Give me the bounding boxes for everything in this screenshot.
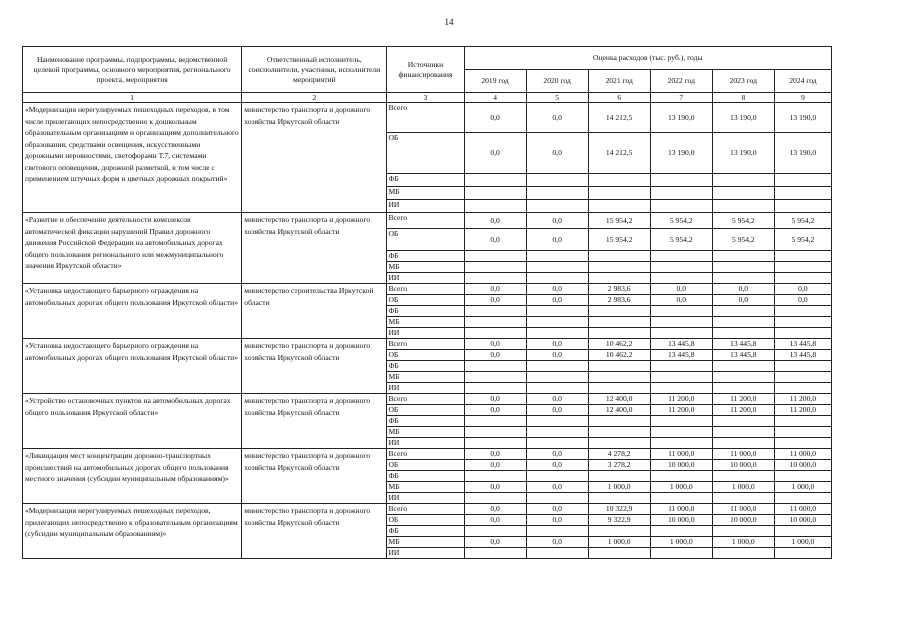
funding-source: ИИ xyxy=(387,493,464,504)
funding-source: ИИ xyxy=(387,438,464,449)
funding-source: ФБ xyxy=(387,251,464,262)
amount-cell: 13 190,0 xyxy=(712,133,774,174)
amount-cell xyxy=(774,361,831,372)
amount-cell xyxy=(464,361,526,372)
amount-cell: 0,0 xyxy=(526,537,588,548)
funding-source: ОБ xyxy=(387,133,464,174)
amount-cell: 11 200,0 xyxy=(774,405,831,416)
amount-cell xyxy=(712,328,774,339)
amount-cell: 0,0 xyxy=(526,229,588,251)
funding-source: ОБ xyxy=(387,460,464,471)
table-row xyxy=(23,339,832,350)
amount-cell: 1 000,0 xyxy=(588,482,650,493)
header-source: Источники финансирования xyxy=(387,47,464,93)
amount-cell: 1 000,0 xyxy=(588,537,650,548)
amount-cell: 0,0 xyxy=(526,515,588,526)
amount-cell xyxy=(712,200,774,213)
funding-source: МБ xyxy=(387,262,464,273)
amount-cell: 0,0 xyxy=(464,103,526,133)
amount-cell: 0,0 xyxy=(464,504,526,515)
amount-cell xyxy=(712,493,774,504)
amount-cell xyxy=(464,438,526,449)
amount-cell xyxy=(774,187,831,200)
funding-source: Всего xyxy=(387,213,464,229)
funding-source: МБ xyxy=(387,187,464,200)
amount-cell xyxy=(650,328,712,339)
table-row xyxy=(23,504,832,515)
amount-cell: 9 322,9 xyxy=(588,515,650,526)
amount-cell xyxy=(712,273,774,284)
amount-cell xyxy=(712,262,774,273)
amount-cell xyxy=(712,187,774,200)
amount-cell: 0,0 xyxy=(464,449,526,460)
amount-cell: 13 190,0 xyxy=(650,103,712,133)
amount-cell: 0,0 xyxy=(526,103,588,133)
amount-cell: 11 000,0 xyxy=(712,449,774,460)
amount-cell xyxy=(464,526,526,537)
amount-cell: 15 954,2 xyxy=(588,229,650,251)
funding-source: МБ xyxy=(387,482,464,493)
measure-executor: министерство транспорта и дорожного хозяйства Иркутской области xyxy=(242,394,387,449)
amount-cell xyxy=(526,493,588,504)
amount-cell xyxy=(712,526,774,537)
amount-cell xyxy=(650,416,712,427)
header-year: 2023 год xyxy=(712,70,774,93)
header-name: Наименование программы, подпрограммы, ведомственной целевой программы, основного мероприятия, регионального проекта, мероприятия xyxy=(23,47,242,93)
table-body xyxy=(23,103,832,559)
header-executor: Ответственный исполнитель, соисполнители, участники, исполнители мероприятий xyxy=(242,47,387,93)
amount-cell: 10 462,2 xyxy=(588,339,650,350)
amount-cell: 11 200,0 xyxy=(712,405,774,416)
amount-cell xyxy=(526,317,588,328)
header-year: 2020 год xyxy=(526,70,588,93)
funding-source: ИИ xyxy=(387,548,464,559)
header-year: 2022 год xyxy=(650,70,712,93)
funding-source: ОБ xyxy=(387,295,464,306)
amount-cell xyxy=(526,251,588,262)
amount-cell: 0,0 xyxy=(526,213,588,229)
amount-cell xyxy=(650,493,712,504)
funding-source: МБ xyxy=(387,317,464,328)
amount-cell xyxy=(712,416,774,427)
amount-cell xyxy=(712,427,774,438)
amount-cell xyxy=(526,372,588,383)
amount-cell xyxy=(526,438,588,449)
amount-cell: 11 000,0 xyxy=(650,504,712,515)
amount-cell xyxy=(588,383,650,394)
amount-cell: 11 000,0 xyxy=(650,449,712,460)
amount-cell: 0,0 xyxy=(712,295,774,306)
amount-cell xyxy=(588,251,650,262)
amount-cell: 14 212,5 xyxy=(588,103,650,133)
amount-cell xyxy=(774,328,831,339)
amount-cell: 5 954,2 xyxy=(712,213,774,229)
funding-source: ФБ xyxy=(387,306,464,317)
funding-source: Всего xyxy=(387,284,464,295)
amount-cell xyxy=(464,306,526,317)
funding-source: ОБ xyxy=(387,350,464,361)
amount-cell xyxy=(650,526,712,537)
amount-cell: 0,0 xyxy=(526,394,588,405)
amount-cell: 0,0 xyxy=(650,284,712,295)
measure-name: «Модернизация нерегулируемых пешеходных переходов, в том числе прилегающих непосредственно к дошкольным образовательным организациям и организациям дополнительного образования, средствами освещения, искусственными дорожными неровностями, светофорами Т.7, системами светового оповещения, дорожной разметкой, в том числе с применением штучных форм и цветных дорожных покрытий» xyxy=(23,103,242,213)
amount-cell xyxy=(774,174,831,187)
amount-cell xyxy=(774,251,831,262)
amount-cell: 10 000,0 xyxy=(712,515,774,526)
amount-cell xyxy=(650,427,712,438)
table-row xyxy=(23,449,832,460)
amount-cell: 14 212,5 xyxy=(588,133,650,174)
column-number: 1 xyxy=(23,93,242,103)
header-year: 2019 год xyxy=(464,70,526,93)
amount-cell: 11 200,0 xyxy=(650,405,712,416)
amount-cell: 13 190,0 xyxy=(712,103,774,133)
amount-cell: 11 000,0 xyxy=(712,504,774,515)
amount-cell xyxy=(774,438,831,449)
amount-cell xyxy=(650,200,712,213)
amount-cell xyxy=(712,372,774,383)
amount-cell xyxy=(650,306,712,317)
amount-cell: 12 400,0 xyxy=(588,405,650,416)
column-number: 3 xyxy=(387,93,464,103)
amount-cell: 0,0 xyxy=(464,133,526,174)
amount-cell xyxy=(464,471,526,482)
amount-cell xyxy=(464,262,526,273)
amount-cell: 0,0 xyxy=(464,482,526,493)
amount-cell: 5 954,2 xyxy=(650,229,712,251)
column-number: 7 xyxy=(650,93,712,103)
amount-cell: 13 445,8 xyxy=(712,339,774,350)
amount-cell xyxy=(774,471,831,482)
funding-source: ОБ xyxy=(387,515,464,526)
amount-cell: 0,0 xyxy=(650,295,712,306)
funding-source: Всего xyxy=(387,394,464,405)
amount-cell: 0,0 xyxy=(526,339,588,350)
amount-cell xyxy=(526,548,588,559)
funding-source: Всего xyxy=(387,449,464,460)
amount-cell: 13 445,8 xyxy=(774,339,831,350)
amount-cell: 3 278,2 xyxy=(588,460,650,471)
amount-cell xyxy=(526,328,588,339)
amount-cell xyxy=(526,427,588,438)
amount-cell xyxy=(464,372,526,383)
funding-source: МБ xyxy=(387,537,464,548)
amount-cell: 5 954,2 xyxy=(650,213,712,229)
amount-cell xyxy=(588,361,650,372)
amount-cell xyxy=(774,493,831,504)
amount-cell: 5 954,2 xyxy=(774,229,831,251)
table-row xyxy=(23,213,832,229)
amount-cell: 0,0 xyxy=(464,460,526,471)
amount-cell: 0,0 xyxy=(464,339,526,350)
amount-cell: 0,0 xyxy=(526,460,588,471)
funding-source: ФБ xyxy=(387,471,464,482)
amount-cell: 0,0 xyxy=(526,504,588,515)
funding-source: ФБ xyxy=(387,416,464,427)
amount-cell xyxy=(464,328,526,339)
amount-cell xyxy=(774,306,831,317)
amount-cell xyxy=(712,548,774,559)
amount-cell xyxy=(712,306,774,317)
amount-cell xyxy=(774,548,831,559)
amount-cell: 1 000,0 xyxy=(650,537,712,548)
amount-cell xyxy=(526,383,588,394)
amount-cell: 10 462,2 xyxy=(588,350,650,361)
amount-cell xyxy=(588,372,650,383)
amount-cell xyxy=(650,262,712,273)
amount-cell: 10 000,0 xyxy=(774,460,831,471)
amount-cell: 13 190,0 xyxy=(774,133,831,174)
amount-cell: 5 954,2 xyxy=(774,213,831,229)
amount-cell xyxy=(774,317,831,328)
amount-cell xyxy=(526,416,588,427)
funding-source: Всего xyxy=(387,339,464,350)
amount-cell: 0,0 xyxy=(712,284,774,295)
amount-cell: 0,0 xyxy=(526,482,588,493)
table-row xyxy=(23,394,832,405)
funding-source: Всего xyxy=(387,103,464,133)
amount-cell: 0,0 xyxy=(526,350,588,361)
measure-name: «Установка недостающего барьерного ограждения на автомобильных дорогах общего пользования Иркутской области» xyxy=(23,284,242,339)
amount-cell: 13 445,8 xyxy=(774,350,831,361)
amount-cell: 13 445,8 xyxy=(650,350,712,361)
amount-cell: 0,0 xyxy=(464,350,526,361)
amount-cell: 0,0 xyxy=(774,284,831,295)
amount-cell xyxy=(712,471,774,482)
amount-cell: 0,0 xyxy=(464,405,526,416)
amount-cell: 10 000,0 xyxy=(774,515,831,526)
funding-source: ИИ xyxy=(387,328,464,339)
measure-executor: министерство транспорта и дорожного хозяйства Иркутской области xyxy=(242,339,387,394)
amount-cell xyxy=(588,317,650,328)
amount-cell: 11 200,0 xyxy=(650,394,712,405)
amount-cell: 0,0 xyxy=(526,295,588,306)
amount-cell: 2 983,6 xyxy=(588,295,650,306)
amount-cell xyxy=(588,187,650,200)
amount-cell xyxy=(588,416,650,427)
table-row xyxy=(23,284,832,295)
amount-cell: 10 000,0 xyxy=(650,515,712,526)
amount-cell: 11 000,0 xyxy=(774,504,831,515)
amount-cell xyxy=(774,262,831,273)
amount-cell: 13 190,0 xyxy=(650,133,712,174)
funding-source: Всего xyxy=(387,504,464,515)
amount-cell xyxy=(526,526,588,537)
amount-cell xyxy=(464,317,526,328)
amount-cell xyxy=(712,383,774,394)
amount-cell: 0,0 xyxy=(526,405,588,416)
amount-cell: 10 322,9 xyxy=(588,504,650,515)
funding-source: МБ xyxy=(387,372,464,383)
amount-cell xyxy=(526,174,588,187)
amount-cell xyxy=(588,262,650,273)
amount-cell xyxy=(650,273,712,284)
amount-cell xyxy=(526,262,588,273)
amount-cell: 4 278,2 xyxy=(588,449,650,460)
amount-cell: 0,0 xyxy=(464,394,526,405)
amount-cell xyxy=(712,251,774,262)
amount-cell xyxy=(526,361,588,372)
amount-cell xyxy=(650,317,712,328)
amount-cell xyxy=(588,493,650,504)
amount-cell xyxy=(588,526,650,537)
amount-cell xyxy=(464,187,526,200)
amount-cell: 1 000,0 xyxy=(650,482,712,493)
amount-cell xyxy=(774,526,831,537)
amount-cell xyxy=(588,438,650,449)
header-estimate: Оценка расходов (тыс. руб.), годы xyxy=(464,47,831,70)
funding-source: ФБ xyxy=(387,361,464,372)
amount-cell xyxy=(650,471,712,482)
amount-cell xyxy=(650,372,712,383)
measure-name: «Устройство остановочных пунктов на автомобильных дорогах общего пользования Иркутской области» xyxy=(23,394,242,449)
amount-cell xyxy=(588,427,650,438)
funding-source: ИИ xyxy=(387,200,464,213)
funding-source: ФБ xyxy=(387,526,464,537)
funding-source: МБ xyxy=(387,427,464,438)
amount-cell: 10 000,0 xyxy=(712,460,774,471)
column-number: 5 xyxy=(526,93,588,103)
amount-cell: 13 445,8 xyxy=(712,350,774,361)
measure-executor: министерство транспорта и дорожного хозяйства Иркутской области xyxy=(242,504,387,559)
funding-source: ИИ xyxy=(387,383,464,394)
amount-cell xyxy=(650,548,712,559)
amount-cell xyxy=(774,427,831,438)
column-number: 8 xyxy=(712,93,774,103)
expenses-table xyxy=(22,46,832,559)
measure-executor: министерство строительства Иркутской области xyxy=(242,284,387,339)
table-row xyxy=(23,103,832,133)
amount-cell xyxy=(650,251,712,262)
amount-cell xyxy=(588,548,650,559)
amount-cell: 0,0 xyxy=(464,229,526,251)
header-year: 2021 год xyxy=(588,70,650,93)
funding-source: ФБ xyxy=(387,174,464,187)
amount-cell: 2 983,6 xyxy=(588,284,650,295)
amount-cell xyxy=(588,200,650,213)
amount-cell: 11 200,0 xyxy=(774,394,831,405)
amount-cell xyxy=(464,383,526,394)
amount-cell xyxy=(526,306,588,317)
amount-cell xyxy=(650,361,712,372)
amount-cell xyxy=(526,187,588,200)
amount-cell xyxy=(774,372,831,383)
amount-cell xyxy=(774,383,831,394)
amount-cell xyxy=(712,174,774,187)
measure-executor: министерство транспорта и дорожного хозяйства Иркутской области xyxy=(242,213,387,284)
amount-cell xyxy=(712,361,774,372)
amount-cell: 5 954,2 xyxy=(712,229,774,251)
amount-cell xyxy=(588,174,650,187)
column-number: 6 xyxy=(588,93,650,103)
amount-cell xyxy=(464,493,526,504)
measure-name: «Установка недостающего барьерного ограждения на автомобильных дорогах общего пользования Иркутской области» xyxy=(23,339,242,394)
column-number: 9 xyxy=(774,93,831,103)
amount-cell xyxy=(526,471,588,482)
amount-cell: 0,0 xyxy=(464,295,526,306)
amount-cell: 0,0 xyxy=(464,515,526,526)
amount-cell: 13 445,8 xyxy=(650,339,712,350)
amount-cell xyxy=(464,251,526,262)
amount-cell xyxy=(712,438,774,449)
amount-cell xyxy=(464,200,526,213)
amount-cell xyxy=(526,200,588,213)
amount-cell: 1 000,0 xyxy=(712,482,774,493)
amount-cell: 12 400,0 xyxy=(588,394,650,405)
measure-name: «Модернизация нерегулируемых пешеходных переходов, прилегающих непосредственно к образовательным организациям (субсидии муниципальным образованиям)» xyxy=(23,504,242,559)
amount-cell xyxy=(650,438,712,449)
amount-cell xyxy=(588,471,650,482)
measure-executor: министерство транспорта и дорожного хозяйства Иркутской области xyxy=(242,103,387,213)
amount-cell: 1 000,0 xyxy=(712,537,774,548)
amount-cell xyxy=(774,416,831,427)
amount-cell xyxy=(464,427,526,438)
amount-cell: 0,0 xyxy=(464,537,526,548)
amount-cell xyxy=(464,174,526,187)
amount-cell xyxy=(588,273,650,284)
amount-cell: 1 000,0 xyxy=(774,482,831,493)
amount-cell xyxy=(650,187,712,200)
amount-cell: 13 190,0 xyxy=(774,103,831,133)
amount-cell xyxy=(526,273,588,284)
amount-cell: 1 000,0 xyxy=(774,537,831,548)
measure-name: «Развитие и обеспечение деятельности комплексов автоматической фиксации нарушений Правил дорожного движения Российской Федерации на автомобильных дорогах общего пользования регионального или межмуниципального значения Иркутской области» xyxy=(23,213,242,284)
amount-cell: 11 000,0 xyxy=(774,449,831,460)
amount-cell xyxy=(712,317,774,328)
amount-cell: 0,0 xyxy=(526,449,588,460)
amount-cell xyxy=(464,416,526,427)
column-number: 2 xyxy=(242,93,387,103)
funding-source: ОБ xyxy=(387,405,464,416)
page-number: 14 xyxy=(444,17,454,27)
column-number: 4 xyxy=(464,93,526,103)
amount-cell: 10 000,0 xyxy=(650,460,712,471)
amount-cell xyxy=(588,306,650,317)
amount-cell xyxy=(774,273,831,284)
amount-cell xyxy=(588,328,650,339)
header-year: 2024 год xyxy=(774,70,831,93)
amount-cell: 0,0 xyxy=(526,133,588,174)
measure-name: «Ликвидация мест концентрации дорожно-транспортных происшествий на автомобильных дорогах общего пользования местного значения (субсидии муниципальным образованиям)» xyxy=(23,449,242,504)
funding-source: ОБ xyxy=(387,229,464,251)
amount-cell xyxy=(464,548,526,559)
amount-cell: 0,0 xyxy=(464,213,526,229)
measure-executor: министерство транспорта и дорожного хозяйства Иркутской области xyxy=(242,449,387,504)
amount-cell xyxy=(464,273,526,284)
amount-cell xyxy=(774,200,831,213)
amount-cell xyxy=(650,174,712,187)
amount-cell: 15 954,2 xyxy=(588,213,650,229)
amount-cell xyxy=(650,383,712,394)
amount-cell: 0,0 xyxy=(774,295,831,306)
amount-cell: 0,0 xyxy=(464,284,526,295)
funding-source: ИИ xyxy=(387,273,464,284)
amount-cell: 11 200,0 xyxy=(712,394,774,405)
amount-cell: 0,0 xyxy=(526,284,588,295)
